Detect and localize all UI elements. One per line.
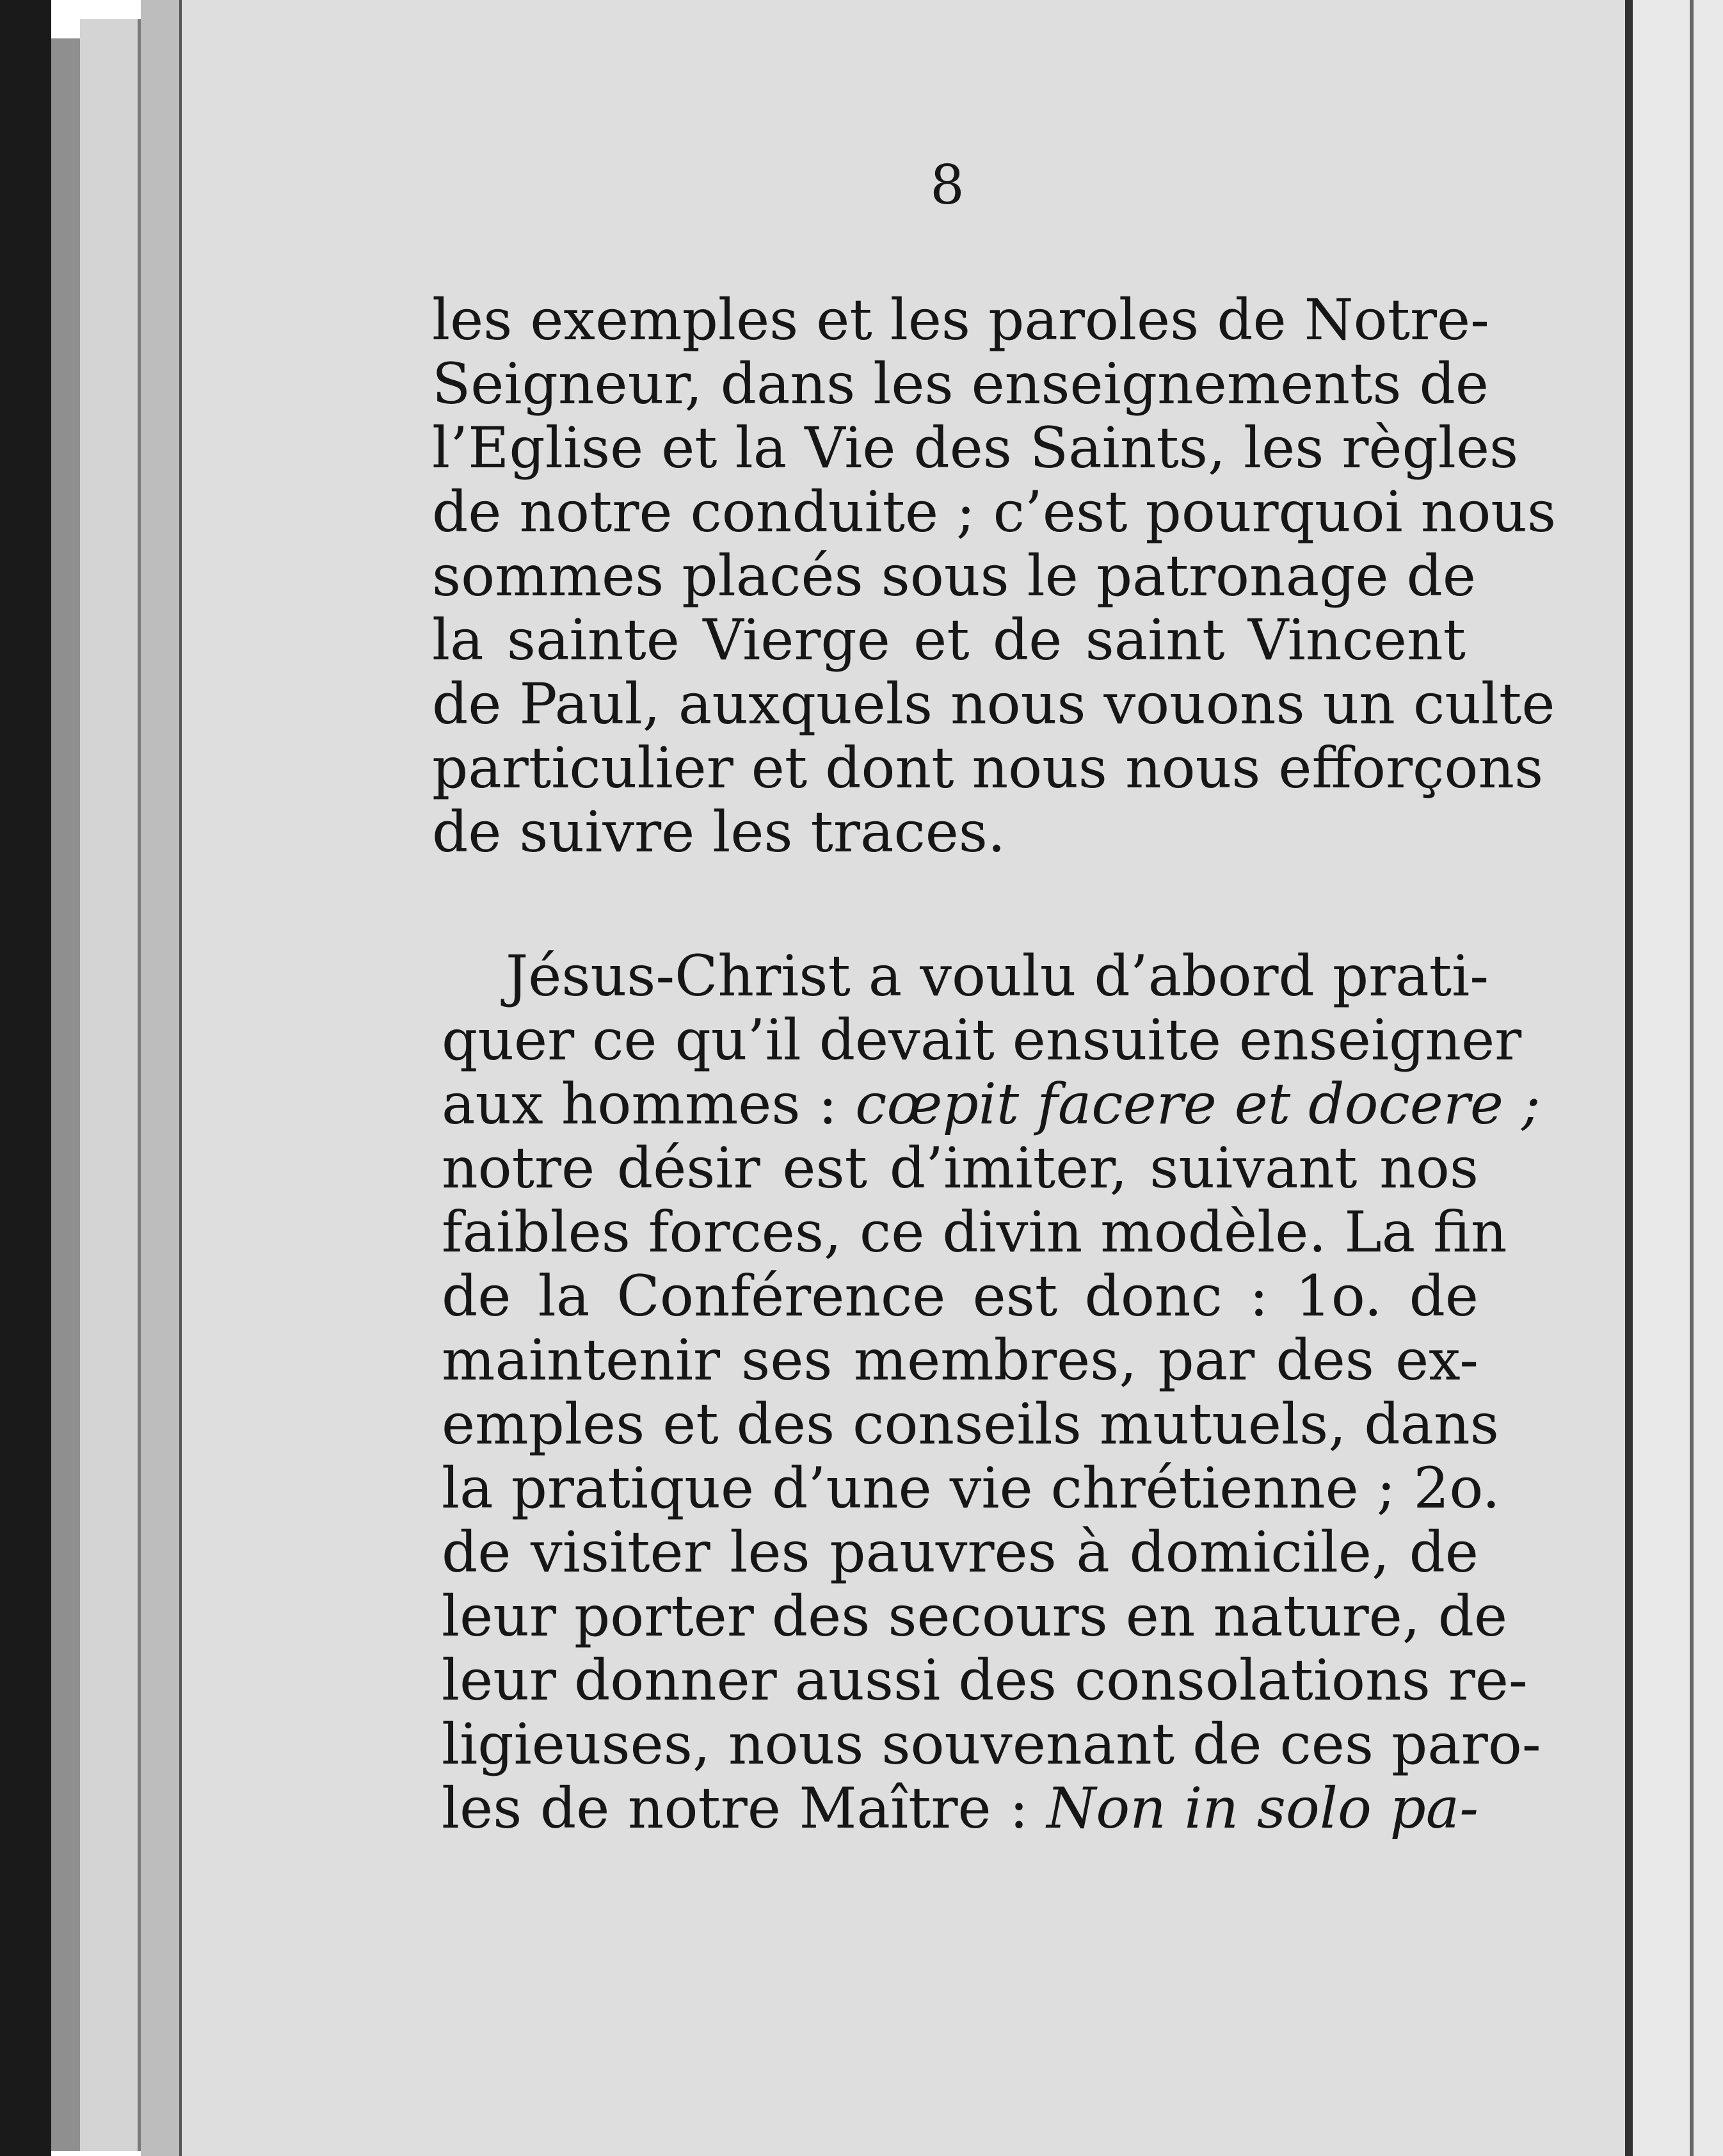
text-line: emples et des conseils mutuels, dans	[442, 1391, 1499, 1457]
text-line: notre désir est d’imiter, suivant nos	[442, 1135, 1479, 1201]
text-segment: les de notre Maître :	[442, 1775, 1029, 1841]
text-line: ligieuses, nous souvenant de ces paro-	[442, 1711, 1541, 1777]
text-line: de visiter les pauvres à domicile, de	[442, 1519, 1479, 1585]
text-line: l’Eglise et la Vie des Saints, les règles	[432, 415, 1519, 481]
text-line: leur donner aussi des consolations re-	[442, 1647, 1528, 1713]
text-line: de notre conduite ; c’est pourquoi nous	[432, 479, 1557, 545]
text-line: Seigneur, dans les enseignements de	[432, 351, 1489, 417]
text-line: leur porter des secours en nature, de	[442, 1583, 1508, 1649]
text-line: Jésus-Christ a voulu d’abord prati-	[506, 943, 1489, 1009]
page-number: 8	[930, 154, 965, 216]
page-edge-right	[1625, 0, 1633, 2156]
text-line: la pratique d’une vie chrétienne ; 2o.	[442, 1455, 1500, 1521]
text-line: de suivre les traces.	[432, 799, 1006, 865]
text-line: particulier et dont nous nous efforçons	[432, 735, 1544, 801]
text-line: quer ce qu’il devait ensuite enseigner	[442, 1007, 1522, 1073]
page-edge-strip	[80, 19, 141, 2151]
text-line: la sainte Vierge et de saint Vincent	[432, 607, 1466, 673]
text-line: maintenir ses membres, par des ex-	[442, 1327, 1479, 1393]
scan-border-left	[0, 0, 51, 2156]
latin-quote: cœpit facere et docere ;	[855, 1071, 1541, 1137]
text-line	[442, 1071, 1541, 1137]
page-edge-strip	[51, 38, 80, 2151]
page-edge-strip	[141, 0, 182, 2156]
page-edge-line	[1690, 0, 1694, 2156]
text-line	[442, 1776, 1479, 1840]
latin-quote: Non in solo pa-	[1046, 1775, 1479, 1841]
text-line: les exemples et les paroles de Notre-	[432, 287, 1489, 353]
text-line: sommes placés sous le patronage de	[432, 543, 1476, 609]
text-segment: aux hommes :	[442, 1071, 838, 1137]
text-line: faibles forces, ce divin modèle. La fin	[442, 1199, 1507, 1265]
paragraph-1	[432, 287, 1557, 865]
next-page-edge	[1633, 0, 1723, 2156]
text-line: de Paul, auxquels nous vouons un culte	[432, 671, 1555, 737]
paragraph-2	[442, 943, 1541, 1841]
text-line: de la Conférence est donc : 1o. de	[442, 1263, 1479, 1329]
